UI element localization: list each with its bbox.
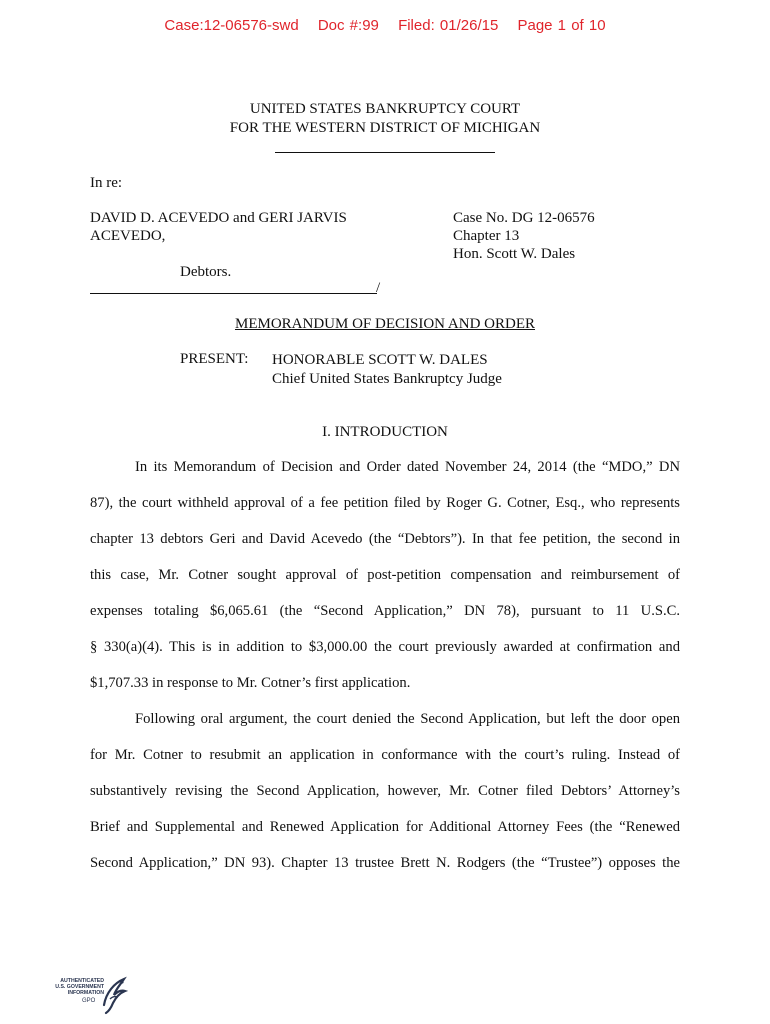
in-re-label: In re:	[90, 175, 123, 191]
present-label: PRESENT:	[180, 351, 249, 367]
debtors-line1: DAVID D. ACEVEDO and GERI JARVIS	[90, 210, 347, 226]
paragraph-line: Following oral argument, the court denied the Second Application, but left the door open	[135, 711, 680, 727]
debtors-line2: ACEVEDO,	[90, 228, 166, 244]
paragraph-line: for Mr. Cotner to resubmit an application in conformance with the court’s ruling. Instead of	[90, 747, 680, 763]
debtors-label: Debtors.	[180, 264, 232, 280]
court-name-line2: FOR THE WESTERN DISTRICT OF MICHIGAN	[229, 120, 541, 136]
filing-header	[0, 17, 770, 34]
presiding-judge	[272, 351, 502, 389]
chapter: Chapter 13	[453, 228, 520, 244]
paragraph-2	[90, 701, 680, 881]
document-title: MEMORANDUM OF DECISION AND ORDER	[234, 316, 536, 332]
case-info	[453, 209, 595, 263]
paragraph-1	[90, 449, 680, 701]
paragraph-line: § 330(a)(4). This is in addition to $3,000.00 the court previously awarded at confirmation and	[90, 639, 680, 655]
caption-slash: /	[376, 280, 381, 296]
filed-date-header: Filed: 01/26/15	[398, 17, 499, 34]
eagle-icon	[100, 975, 128, 1015]
presiding-judge-title: Chief United States Bankruptcy Judge	[272, 371, 502, 387]
paragraph-line: expenses totaling $6,065.61 (the “Second Application,” DN 78), pursuant to 11 U.S.C.	[90, 603, 680, 619]
seal-line2: U.S. GOVERNMENT	[55, 984, 104, 990]
paragraph-line: 87), the court withheld approval of a fee petition filed by Roger G. Cotner, Esq., who represents	[90, 495, 680, 511]
section-heading: I. INTRODUCTION	[322, 424, 448, 440]
paragraph-line: $1,707.33 in response to Mr. Cotner’s first application.	[90, 675, 411, 691]
debtors-names	[90, 209, 347, 245]
court-name	[0, 100, 770, 138]
seal-line1: AUTHENTICATED	[60, 978, 104, 984]
paragraph-line: Second Application,” DN 93). Chapter 13 trustee Brett N. Rodgers (the “Trustee”) opposes the	[90, 855, 680, 871]
seal-gpo-label: GPO	[82, 998, 96, 1004]
page-indicator: Page 1 of 10	[517, 17, 606, 34]
court-divider	[275, 152, 495, 153]
paragraph-line: In its Memorandum of Decision and Order dated November 24, 2014 (the “MDO,” DN	[135, 459, 680, 475]
seal-text	[42, 978, 104, 996]
paragraph-line: this case, Mr. Cotner sought approval of post-petition compensation and reimbursement of	[90, 567, 680, 583]
gpo-authentication-seal	[42, 973, 132, 1019]
paragraph-line: chapter 13 debtors Geri and David Acevedo (the “Debtors”). In that fee petition, the second in	[90, 531, 680, 547]
case-number: Case No. DG 12-06576	[453, 210, 595, 226]
doc-number-header: Doc #:99	[317, 17, 379, 34]
seal-line3: INFORMATION	[67, 990, 104, 996]
case-number-header: Case:12-06576-swd	[164, 17, 299, 34]
assigned-judge: Hon. Scott W. Dales	[453, 246, 576, 262]
presiding-judge-name: HONORABLE SCOTT W. DALES	[272, 352, 488, 368]
paragraph-line: Brief and Supplemental and Renewed Application for Additional Attorney Fees (the “Renewed	[90, 819, 680, 835]
caption-divider	[90, 293, 377, 294]
paragraph-line: substantively revising the Second Application, however, Mr. Cotner filed Debtors’ Attorney’s	[90, 783, 680, 799]
court-name-line1: UNITED STATES BANKRUPTCY COURT	[249, 101, 521, 117]
